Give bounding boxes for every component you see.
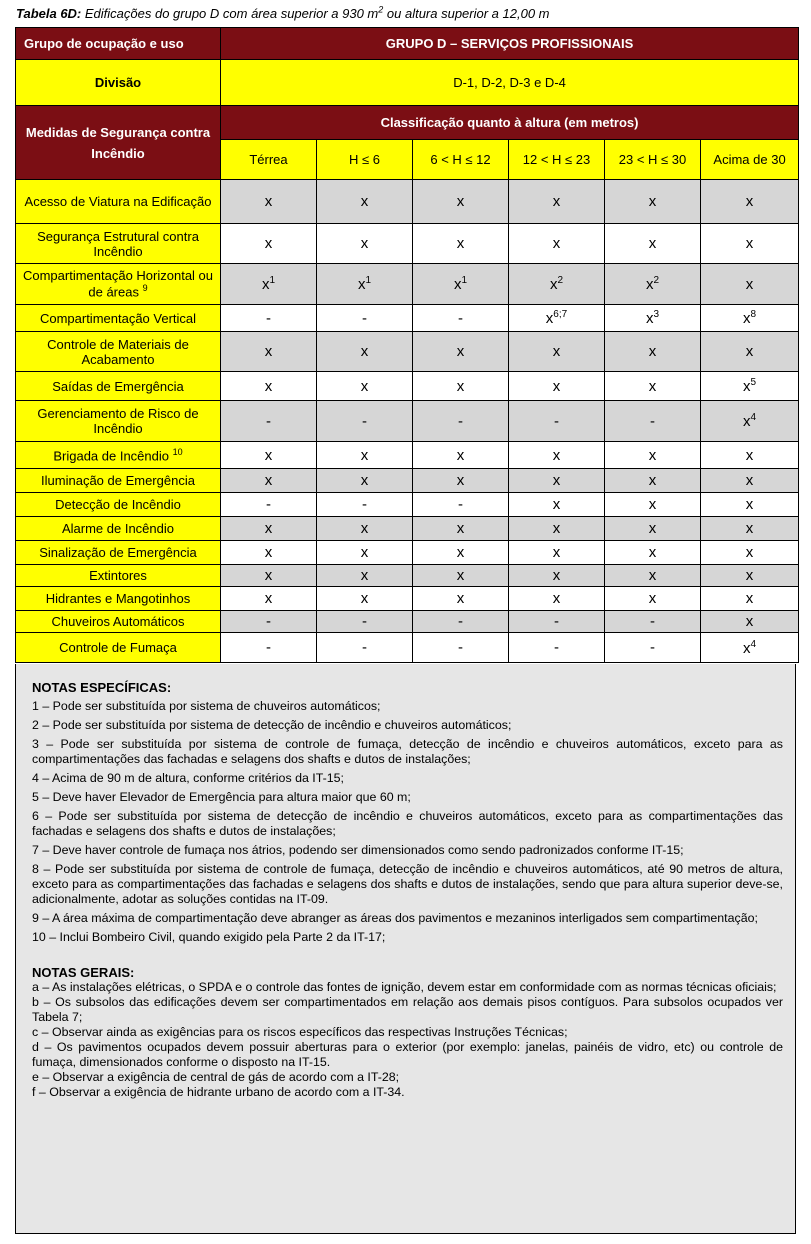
requirement-mark: x	[552, 472, 561, 489]
requirement-mark: x	[456, 377, 465, 395]
requirement-cell	[413, 611, 509, 633]
column-header: Térrea	[221, 140, 317, 180]
requirement-mark: x	[360, 377, 369, 395]
requirement-cell	[509, 633, 605, 663]
table-row	[16, 493, 799, 517]
requirement-note-ref: 1	[365, 275, 372, 286]
requirement-mark: -	[650, 639, 655, 656]
requirement-mark: x	[357, 276, 366, 293]
requirement-cell	[317, 442, 413, 469]
requirement-mark: x	[648, 193, 657, 210]
requirement-cell	[605, 180, 701, 224]
requirement-mark: x	[645, 276, 654, 293]
requirement-cell	[605, 565, 701, 587]
requirement-cell	[509, 587, 605, 611]
requirement-mark: x	[552, 544, 561, 561]
requirement-mark: x	[456, 343, 465, 360]
requirement-cell	[413, 633, 509, 663]
general-note: c – Observar ainda as exigências para os riscos específicos das respectivas Instruções Técnicas;	[32, 1025, 568, 1039]
requirement-mark: x	[360, 590, 369, 607]
measure-label	[16, 493, 221, 517]
requirement-cell	[221, 264, 317, 305]
measure-label-note-ref: 9	[142, 283, 148, 294]
requirement-cell	[413, 565, 509, 587]
requirement-cell	[413, 372, 509, 401]
requirement-cell	[317, 224, 413, 264]
requirement-mark: x	[745, 590, 754, 607]
requirement-cell	[413, 587, 509, 611]
requirement-mark: x	[264, 567, 273, 584]
requirement-mark: -	[458, 496, 463, 513]
requirement-cell	[605, 442, 701, 469]
requirement-mark: x	[456, 472, 465, 489]
requirement-mark: x	[745, 496, 754, 513]
requirement-mark: x	[745, 343, 754, 360]
requirement-mark: x	[456, 446, 465, 464]
measure-label	[16, 633, 221, 663]
table-row	[16, 180, 799, 224]
requirement-mark: -	[554, 613, 559, 630]
requirement-cell	[605, 401, 701, 442]
specific-note: 7 – Deve haver controle de fumaça nos átrios, podendo ser dimensionados como sendo padronizados conforme IT-15;	[32, 843, 684, 857]
requirement-mark: x	[648, 472, 657, 489]
requirement-note-ref: 2	[557, 275, 564, 286]
requirement-mark: x	[745, 567, 754, 584]
requirement-mark: x	[645, 310, 654, 327]
requirement-cell	[701, 633, 799, 663]
requirement-mark: -	[458, 309, 463, 327]
requirement-mark: x	[264, 590, 273, 607]
column-header: Acima de 30	[701, 140, 799, 180]
requirement-cell	[605, 264, 701, 305]
requirement-cell	[701, 180, 799, 224]
requirement-cell	[221, 587, 317, 611]
table-row	[16, 541, 799, 565]
requirement-cell	[509, 180, 605, 224]
requirement-mark: x	[745, 544, 754, 561]
measure-label	[16, 587, 221, 611]
table-row	[16, 401, 799, 442]
requirement-cell	[221, 332, 317, 372]
requirement-cell	[701, 224, 799, 264]
requirement-mark: x	[552, 496, 561, 513]
requirement-cell	[413, 332, 509, 372]
measure-label-text: Hidrantes e Mangotinhos	[45, 591, 191, 606]
measure-label	[16, 305, 221, 332]
requirement-cell	[605, 541, 701, 565]
table-row	[16, 442, 799, 469]
requirement-note-ref: 2	[653, 275, 660, 286]
requirement-cell	[221, 372, 317, 401]
requirement-mark: x	[261, 276, 270, 293]
requirement-mark: x	[360, 193, 369, 210]
column-header: 6 < H ≤ 12	[413, 140, 509, 180]
specific-note: 8 – Pode ser substituída por sistema de controle de fumaça, detecção de incêndio e chuveiros automáticos, até 90 metros de altura, exceto para as compartimentações das fachadas e selagens dos shafts e dutos de instalações, sendo que para altura superior deve-se, adicionalmente, adotar as soluções contidas na IT-09.	[32, 862, 783, 906]
requirement-mark: -	[458, 613, 463, 630]
requirement-cell	[701, 611, 799, 633]
requirement-cell	[221, 469, 317, 493]
requirement-cell	[701, 517, 799, 541]
requirement-mark: x	[648, 343, 657, 360]
requirement-mark: x	[743, 639, 751, 657]
general-notes-list	[32, 980, 783, 1100]
requirement-cell	[605, 633, 701, 663]
general-note: b – Os subsolos das edificações devem ser compartimentados em relação aos demais pisos contíguos. Para subsolos ocupados ver Tabela 7;	[32, 995, 783, 1024]
requirement-cell	[317, 517, 413, 541]
specific-notes-list	[32, 699, 783, 945]
requirement-mark: x	[745, 472, 754, 489]
requirement-mark: x	[743, 378, 751, 395]
measure-label	[16, 565, 221, 587]
requirement-mark: x	[264, 193, 273, 210]
notes-panel	[15, 664, 796, 1234]
requirement-cell	[509, 517, 605, 541]
caption-text: Edificações do grupo D com área superior a 930 m	[81, 6, 379, 21]
specific-note: 2 – Pode ser substituída por sistema de detecção de incêndio e chuveiros automáticos;	[32, 718, 512, 732]
requirement-cell	[317, 332, 413, 372]
requirement-mark: -	[554, 639, 559, 656]
requirement-cell	[509, 565, 605, 587]
requirement-mark: -	[650, 412, 655, 430]
requirement-cell	[413, 493, 509, 517]
table-row	[16, 224, 799, 264]
requirement-mark: x	[552, 377, 561, 395]
requirement-mark: x	[360, 343, 369, 360]
requirement-cell	[509, 372, 605, 401]
requirement-mark: x	[743, 310, 751, 327]
requirement-cell	[317, 587, 413, 611]
requirement-cell	[605, 493, 701, 517]
requirement-mark: x	[360, 567, 369, 584]
measure-label-text: Brigada de Incêndio	[53, 448, 169, 464]
requirement-cell	[701, 332, 799, 372]
measure-label	[16, 611, 221, 633]
requirement-cell	[701, 587, 799, 611]
requirement-cell	[221, 633, 317, 663]
requirement-mark: x	[745, 446, 754, 464]
measure-label-text: Detecção de Incêndio	[55, 497, 181, 512]
requirement-mark: -	[266, 496, 271, 513]
specific-note: 1 – Pode ser substituída por sistema de chuveiros automáticos;	[32, 699, 381, 713]
requirement-note-ref: 6;7	[553, 309, 568, 320]
requirement-mark: -	[362, 613, 367, 630]
requirement-mark: x	[264, 377, 273, 395]
measure-label	[16, 541, 221, 565]
requirement-cell	[221, 493, 317, 517]
specific-note: 9 – A área máxima de compartimentação deve abranger as áreas dos pavimentos e mezaninos interligados sem compartimentação;	[32, 911, 758, 925]
measures-label: Medidas de Segurança contra Incêndio	[16, 106, 221, 180]
measure-label-text: Acesso de Viatura na Edificação	[24, 194, 212, 209]
requirement-mark: x	[360, 544, 369, 561]
column-header: 12 < H ≤ 23	[509, 140, 605, 180]
requirement-cell	[221, 224, 317, 264]
requirement-mark: x	[360, 446, 369, 464]
specific-note: 6 – Pode ser substituída por sistema de detecção de incêndio e chuveiros automáticos, exceto para as compartimentações das fachadas e selagens dos shafts e dutos de instalações;	[32, 809, 783, 838]
requirement-mark: x	[648, 590, 657, 607]
requirement-cell	[701, 541, 799, 565]
requirement-mark: -	[362, 496, 367, 513]
requirement-mark: x	[552, 343, 561, 360]
group-label: Grupo de ocupação e uso	[16, 28, 221, 60]
specific-note: 10 – Inclui Bombeiro Civil, quando exigido pela Parte 2 da IT-17;	[32, 930, 386, 944]
requirement-cell	[701, 401, 799, 442]
requirement-cell	[413, 541, 509, 565]
requirement-cell	[317, 372, 413, 401]
requirement-cell	[605, 332, 701, 372]
requirement-note-ref: 4	[750, 412, 757, 423]
requirement-mark: x	[549, 276, 558, 293]
requirement-cell	[413, 224, 509, 264]
requirement-mark: -	[362, 639, 367, 656]
requirement-mark: x	[360, 235, 369, 252]
requirement-cell	[701, 305, 799, 332]
requirement-cell	[605, 305, 701, 332]
requirement-cell	[317, 469, 413, 493]
requirement-cell	[221, 565, 317, 587]
caption-suffix: ou altura superior a 12,00 m	[383, 6, 550, 21]
requirement-mark: -	[266, 613, 271, 630]
requirement-mark: x	[545, 310, 554, 327]
requirement-mark: x	[264, 520, 273, 537]
requirement-mark: x	[648, 446, 657, 464]
requirement-mark: x	[552, 235, 561, 252]
requirement-cell	[605, 587, 701, 611]
measure-label-text: Gerenciamento de Risco de Incêndio	[37, 406, 199, 436]
requirement-cell	[317, 493, 413, 517]
requirement-note-ref: 3	[653, 309, 660, 320]
specific-note: 3 – Pode ser substituída por sistema de controle de fumaça, detecção de incêndio e chuveiros automáticos, exceto para as compartimentações das fachadas e selagens dos shafts e dutos de instalações;	[32, 737, 783, 766]
table-row	[16, 517, 799, 541]
measure-label	[16, 401, 221, 442]
requirement-mark: x	[745, 275, 754, 293]
requirements-table	[15, 27, 799, 663]
requirement-mark: x	[264, 446, 273, 464]
table-row	[16, 633, 799, 663]
requirement-cell	[413, 442, 509, 469]
requirement-cell	[317, 401, 413, 442]
requirement-mark: x	[648, 235, 657, 252]
requirement-mark: x	[648, 377, 657, 395]
requirement-cell	[701, 565, 799, 587]
measure-label	[16, 332, 221, 372]
requirement-mark: x	[552, 520, 561, 537]
requirement-mark: x	[745, 193, 754, 210]
requirement-mark: x	[648, 544, 657, 561]
table-row	[16, 565, 799, 587]
requirement-cell	[317, 633, 413, 663]
table-row	[16, 372, 799, 401]
requirement-cell	[317, 565, 413, 587]
requirement-cell	[509, 401, 605, 442]
measure-label	[16, 264, 221, 305]
requirement-mark: x	[552, 590, 561, 607]
measure-label	[16, 442, 221, 469]
requirement-cell	[221, 180, 317, 224]
requirement-cell	[413, 517, 509, 541]
requirement-cell	[605, 372, 701, 401]
requirement-mark: -	[266, 412, 271, 430]
requirement-mark: x	[360, 520, 369, 537]
requirement-cell	[701, 469, 799, 493]
requirement-cell	[701, 372, 799, 401]
requirement-cell	[413, 305, 509, 332]
requirement-note-ref: 5	[750, 377, 757, 388]
requirement-mark: x	[745, 520, 754, 537]
requirement-cell	[317, 611, 413, 633]
requirement-cell	[509, 264, 605, 305]
measure-label	[16, 469, 221, 493]
requirement-mark: x	[264, 235, 273, 252]
specific-note: 4 – Acima de 90 m de altura, conforme critérios da IT-15;	[32, 771, 344, 785]
requirement-mark: -	[458, 412, 463, 430]
requirement-cell	[413, 180, 509, 224]
requirement-mark: x	[456, 590, 465, 607]
measure-label	[16, 372, 221, 401]
requirement-cell	[605, 224, 701, 264]
requirement-mark: x	[264, 472, 273, 489]
division-value: D-1, D-2, D-3 e D-4	[221, 60, 799, 106]
requirement-cell	[509, 469, 605, 493]
requirement-cell	[605, 611, 701, 633]
requirement-cell	[221, 611, 317, 633]
measure-label-text: Segurança Estrutural contra Incêndio	[37, 228, 199, 259]
requirement-mark: x	[456, 544, 465, 561]
table-row	[16, 587, 799, 611]
requirement-mark: -	[554, 412, 559, 430]
measure-label-text: Alarme de Incêndio	[61, 521, 174, 536]
general-note: a – As instalações elétricas, o SPDA e o controle das fontes de ignição, devem estar em conformidade com as normas técnicas oficiais;	[32, 980, 777, 994]
table-row	[16, 264, 799, 305]
specific-notes-title: NOTAS ESPECÍFICAS:	[32, 680, 172, 695]
requirement-cell	[221, 442, 317, 469]
table-caption	[16, 6, 550, 21]
requirement-cell	[317, 541, 413, 565]
measure-label-text: Controle de Materiais de Acabamento	[47, 336, 189, 367]
measure-label-text: Sinalização de Emergência	[39, 545, 197, 560]
requirement-cell	[509, 332, 605, 372]
measure-label-text: Controle de Fumaça	[59, 640, 177, 655]
requirement-mark: x	[648, 496, 657, 513]
requirement-mark: x	[264, 544, 273, 561]
table-row	[16, 332, 799, 372]
measure-label-text: Compartimentação Vertical	[39, 310, 197, 326]
requirement-mark: x	[648, 520, 657, 537]
requirement-mark: x	[743, 413, 751, 430]
requirement-cell	[221, 541, 317, 565]
requirement-cell	[317, 180, 413, 224]
height-class-label: Classificação quanto à altura (em metros)	[221, 106, 799, 140]
requirement-note-ref: 1	[269, 275, 276, 286]
measure-label-text: Compartimentação Horizontal ou de áreas	[22, 268, 214, 300]
requirement-mark: -	[362, 309, 367, 327]
measure-label-text: Saídas de Emergência	[52, 378, 184, 394]
requirement-cell	[317, 305, 413, 332]
requirement-mark: x	[552, 193, 561, 210]
requirement-cell	[413, 401, 509, 442]
requirement-mark: x	[745, 613, 754, 630]
requirement-cell	[221, 305, 317, 332]
requirement-mark: x	[456, 520, 465, 537]
requirement-mark: x	[456, 235, 465, 252]
requirement-cell	[509, 442, 605, 469]
general-note: f – Observar a exigência de hidrante urbano de acordo com a IT-34.	[32, 1085, 405, 1099]
requirement-cell	[509, 541, 605, 565]
requirement-mark: -	[362, 412, 367, 430]
requirement-mark: -	[458, 639, 463, 656]
measure-label	[16, 180, 221, 224]
general-notes-title: NOTAS GERAIS:	[32, 965, 135, 980]
requirement-cell	[221, 517, 317, 541]
column-header: 23 < H ≤ 30	[605, 140, 701, 180]
requirement-note-ref: 8	[750, 309, 757, 320]
table-row	[16, 469, 799, 493]
specific-note: 5 – Deve haver Elevador de Emergência para altura maior que 60 m;	[32, 790, 411, 804]
requirement-note-ref: 4	[750, 638, 757, 650]
table-row	[16, 611, 799, 633]
requirement-mark: x	[456, 193, 465, 210]
requirement-mark: x	[648, 567, 657, 584]
general-note: e – Observar a exigência de central de gás de acordo com a IT-28;	[32, 1070, 400, 1084]
requirement-mark: x	[264, 343, 273, 360]
requirement-cell	[221, 401, 317, 442]
measure-label-note-ref: 10	[172, 446, 183, 457]
requirement-mark: x	[360, 472, 369, 489]
requirement-cell	[605, 469, 701, 493]
measure-label	[16, 517, 221, 541]
requirement-cell	[413, 469, 509, 493]
caption-prefix: Tabela 6D:	[16, 6, 82, 21]
division-label: Divisão	[16, 60, 221, 106]
requirement-mark: x	[456, 567, 465, 584]
requirement-note-ref: 1	[461, 275, 468, 286]
measure-label-text: Extintores	[89, 568, 147, 583]
requirement-cell	[509, 305, 605, 332]
requirement-cell	[605, 517, 701, 541]
measure-label-text: Iluminação de Emergência	[41, 473, 195, 488]
measure-label-text: Chuveiros Automáticos	[51, 614, 185, 629]
requirement-cell	[701, 264, 799, 305]
requirement-cell	[317, 264, 413, 305]
requirement-mark: x	[453, 276, 462, 293]
requirement-cell	[413, 264, 509, 305]
requirement-mark: x	[552, 567, 561, 584]
group-value: GRUPO D – SERVIÇOS PROFISSIONAIS	[221, 28, 799, 60]
requirement-cell	[701, 493, 799, 517]
requirement-cell	[509, 493, 605, 517]
general-note: d – Os pavimentos ocupados devem possuir aberturas para o exterior (por exemplo: janelas, painéis de vidro, etc) ou controle de fumaça, dimensionados conforme o disposto na IT-15.	[32, 1040, 783, 1069]
requirement-mark: x	[745, 235, 754, 252]
table-row	[16, 305, 799, 332]
requirement-mark: x	[552, 446, 561, 464]
requirement-cell	[509, 611, 605, 633]
measure-label	[16, 224, 221, 264]
requirement-mark: -	[266, 639, 271, 656]
requirement-cell	[509, 224, 605, 264]
requirement-cell	[701, 442, 799, 469]
requirement-mark: -	[266, 309, 271, 327]
caption-superscript: 2	[378, 4, 384, 15]
column-header: H ≤ 6	[317, 140, 413, 180]
requirement-mark: -	[650, 613, 655, 630]
